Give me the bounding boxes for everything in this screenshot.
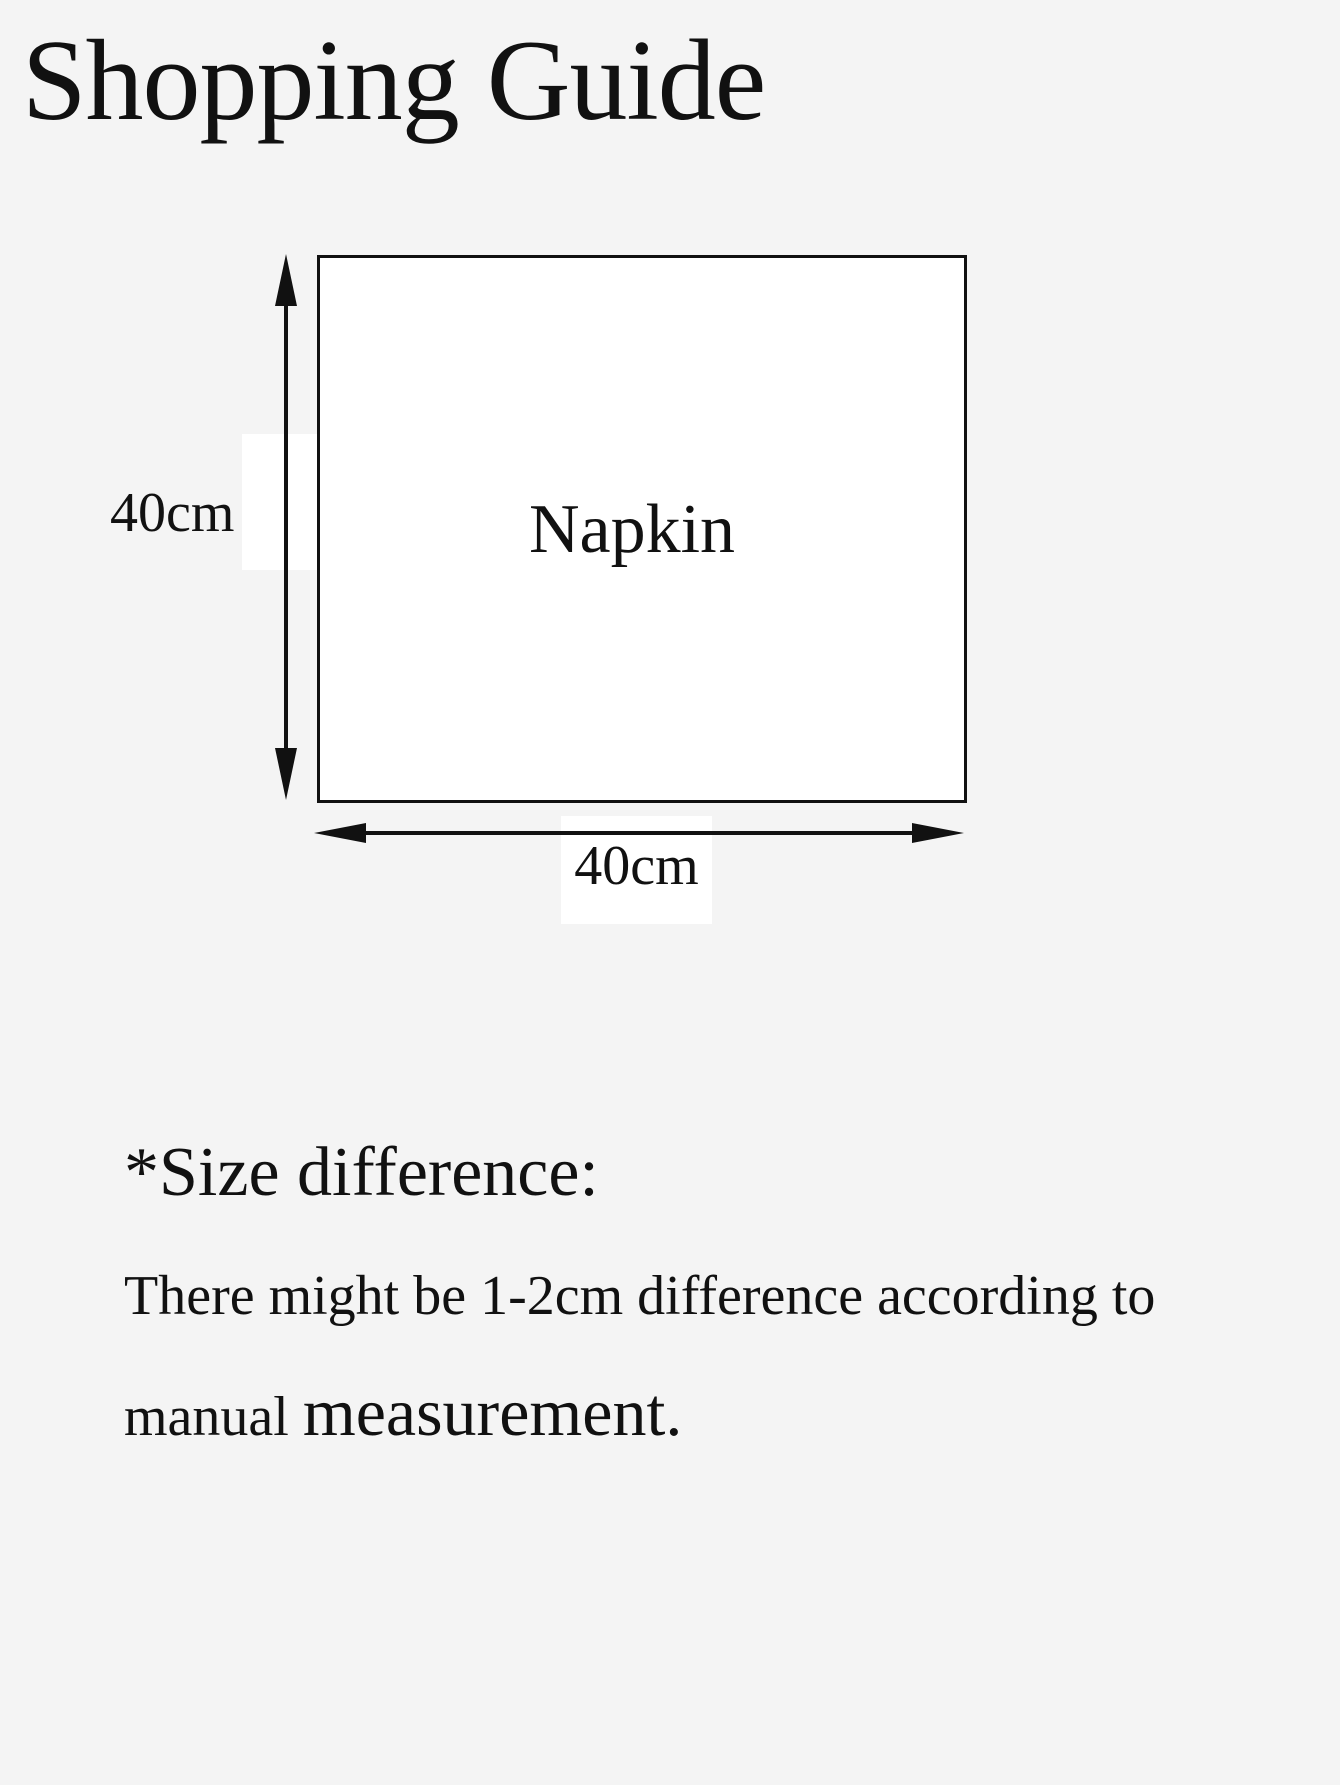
- width-arrow-head-left: [314, 823, 366, 843]
- note-line-2-part-1: manual: [124, 1386, 303, 1448]
- page-title: Shopping Guide: [22, 17, 766, 145]
- width-dimension-label: 40cm: [574, 835, 699, 897]
- width-arrow-head-right: [912, 823, 964, 843]
- size-difference-heading: *Size difference:: [124, 1134, 599, 1211]
- napkin-label: Napkin: [528, 491, 736, 568]
- height-arrow-head-up: [275, 254, 297, 306]
- size-difference-text-line-1: There might be 1-2cm difference according to: [124, 1265, 1156, 1327]
- note-line-2-part-2: measurement.: [302, 1374, 683, 1450]
- height-dimension-label: 40cm: [110, 482, 235, 544]
- height-arrow-head-down: [275, 748, 297, 800]
- height-arrow: [275, 254, 297, 800]
- size-difference-text-line-2: [124, 1374, 683, 1450]
